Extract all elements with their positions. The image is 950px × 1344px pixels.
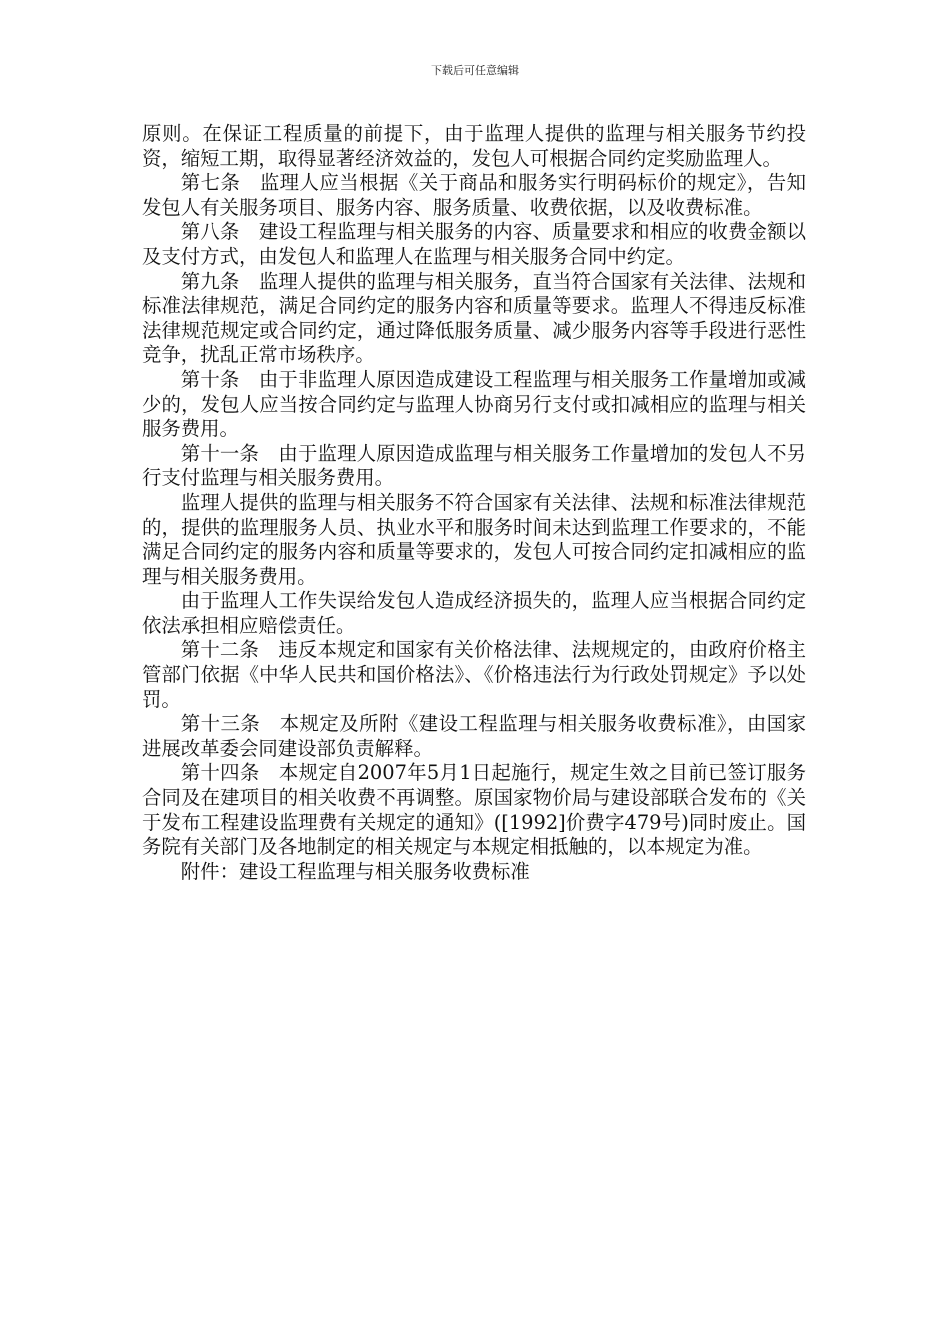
article-number: 第九条: [180, 269, 240, 293]
paragraph-text: 原则。在保证工程质量的前提下，由于监理人提供的监理与相关服务节约投资，缩短工期，取得显著经济效益的，发包人可根据合同约定奖励监理人。: [142, 122, 806, 170]
article-11-paragraph-3: [142, 589, 806, 638]
article-number: 第十二条: [180, 638, 259, 662]
article-7: [142, 171, 806, 220]
article-number: 第十一条: [180, 441, 259, 465]
paragraph-text: 附件：建设工程监理与相关服务收费标准: [180, 859, 530, 883]
article-number: 第十四条: [180, 761, 260, 785]
paragraph-continuation: [142, 122, 806, 171]
page-header: 下载后可任意编辑: [431, 64, 519, 77]
paragraph-text: 监理人应当根据《关于商品和服务实行明码标价的规定》，告知发包人有关服务项目、服务内容、服务质量、收费依据，以及收费标准。: [142, 171, 807, 219]
article-14: [142, 761, 806, 859]
article-9: [142, 270, 806, 368]
paragraph-text: 本规定及所附《建设工程监理与相关服务收费标准》，由国家进展改革委会同建设部负责解释。: [142, 712, 806, 760]
paragraph-text: 违反本规定和国家有关价格法律、法规规定的，由政府价格主管部门依据《中华人民共和国价格法》、《价格违法行为行政处罚规定》予以处罚。: [142, 638, 807, 711]
article-13: [142, 712, 806, 761]
article-11: [142, 442, 806, 491]
paragraph-text: 监理人提供的监理与相关服务不符合国家有关法律、法规和标准法律规范的，提供的监理服务人员、执业水平和服务时间未达到监理工作要求的，不能满足合同约定的服务内容和质量等要求的，发包人可按合同约定扣减相应的监理与相关服务费用。: [142, 490, 806, 588]
attachment-line: [142, 860, 806, 885]
paragraph-text: 监理人提供的监理与相关服务，直当符合国家有关法律、法规和标准法律规范，满足合同约定的服务内容和质量等要求。监理人不得违反标准法律规范规定或合同约定，通过降低服务质量、减少服务内容等手段进行恶性竞争，扰乱正常市场秩序。: [142, 269, 807, 367]
article-8: [142, 220, 806, 269]
document-body: [142, 122, 806, 884]
paragraph-text: 本规定自2007年5月1日起施行，规定生效之目前已签订服务合同及在建项目的相关收费不再调整。原国家物价局与建设部联合发布的《关于发布工程建设监理费有关规定的通知》([1992]价费字479号)同时废止。国务院有关部门及各地制定的相关规定与本规定相抵触的，以本规定为准。: [142, 761, 806, 859]
paragraph-text: 由于监理人原因造成监理与相关服务工作量增加的发包人不另行支付监理与相关服务费用。: [142, 441, 807, 490]
article-number: 第八条: [180, 220, 240, 244]
paragraph-text: 由于非监理人原因造成建设工程监理与相关服务工作量增加或减少的，发包人应当按合同约定与监理人协商另行支付或扣减相应的监理与相关服务费用。: [142, 367, 807, 441]
article-number: 第十三条: [180, 712, 261, 736]
paragraph-text: 由于监理人工作失误给发包人造成经济损失的，监理人应当根据合同约定依法承担相应赔偿责任。: [142, 589, 806, 637]
paragraph-text: 建设工程监理与相关服务的内容、质量要求和相应的收费金额以及支付方式，由发包人和监理人在监理与相关服务合同中约定。: [142, 220, 807, 268]
article-10: [142, 368, 806, 442]
article-12: [142, 638, 806, 712]
article-number: 第十条: [180, 367, 240, 391]
article-number: 第七条: [180, 171, 241, 195]
article-11-paragraph-2: [142, 491, 806, 589]
